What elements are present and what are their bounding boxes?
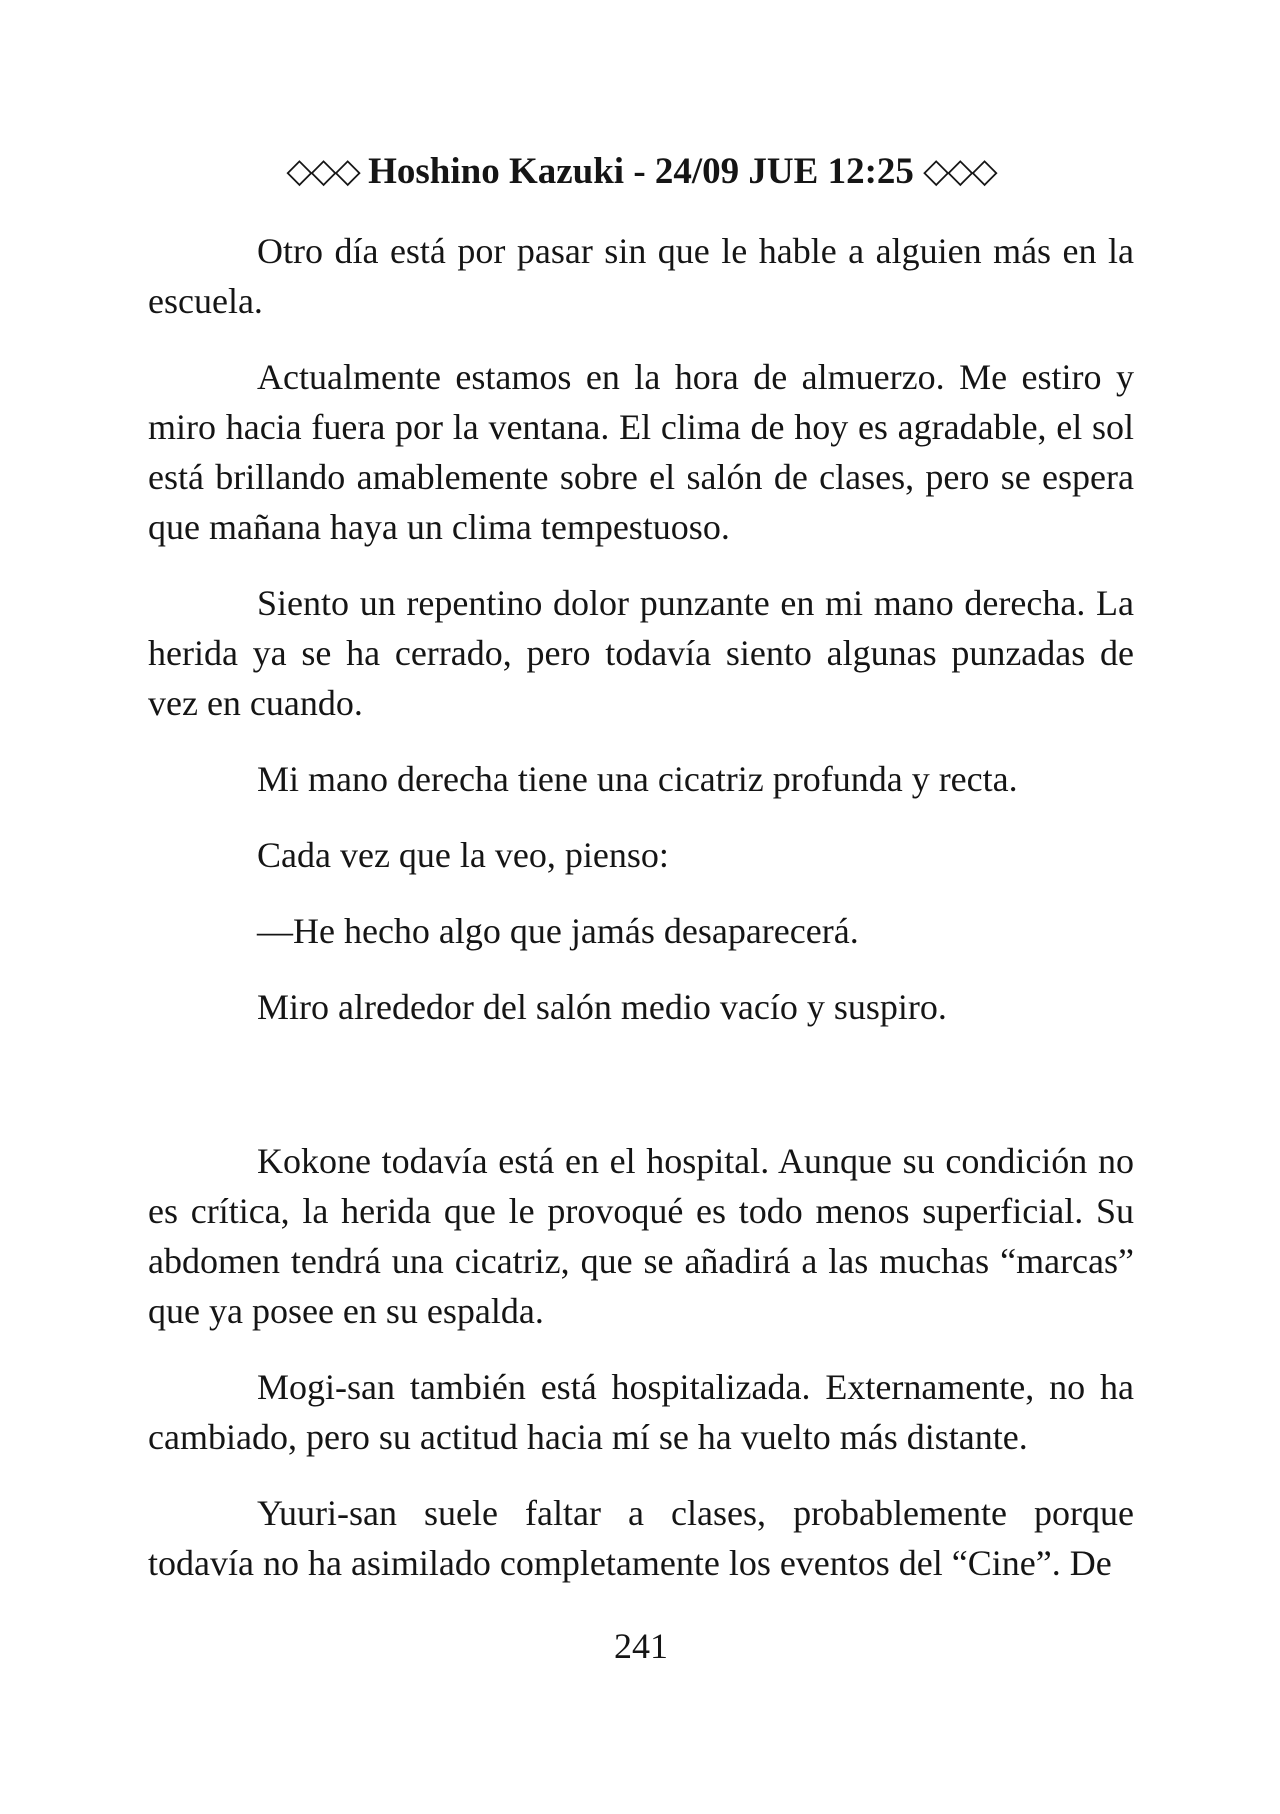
body-text: [148, 226, 1134, 1614]
paragraph: Kokone todavía está en el hospital. Aunque su condición no es crítica, la herida que le provoqué es todo menos superficial. Su abdomen tendrá una cicatriz, que se añadirá a las muchas “marcas” que ya posee en su espalda.: [148, 1141, 1134, 1331]
paragraph: Miro alrededor del salón medio vacío y suspiro.: [257, 987, 947, 1027]
diamond-ornament-left: ◇◇◇: [286, 153, 359, 190]
paragraph: Siento un repentino dolor punzante en mi mano derecha. La herida ya se ha cerrado, pero todavía siento algunas punzadas de vez en cuando.: [148, 583, 1134, 723]
paragraph: Yuuri-san suele faltar a clases, probablemente porque todavía no ha asimilado completamente los eventos del “Cine”. De: [148, 1493, 1134, 1583]
paragraph: Mogi-san también está hospitalizada. Externamente, no ha cambiado, pero su actitud hacia mí se ha vuelto más distante.: [148, 1367, 1134, 1457]
paragraph: Otro día está por pasar sin que le hable a alguien más en la escuela.: [148, 231, 1134, 321]
book-page: [148, 0, 1134, 1814]
paragraph: —He hecho algo que jamás desaparecerá.: [257, 911, 859, 951]
chapter-heading: [148, 148, 1134, 196]
paragraph: Cada vez que la veo, pienso:: [257, 835, 669, 875]
diamond-ornament-right: ◇◇◇: [923, 153, 996, 190]
paragraph: Actualmente estamos en la hora de almuerzo. Me estiro y miro hacia fuera por la ventana. El clima de hoy es agradable, el sol está brillando amablemente sobre el salón de clases, pero se espera que mañana haya un clima tempestuoso.: [148, 357, 1134, 547]
heading-title: Hoshino Kazuki - 24/09 JUE 12:25: [368, 151, 914, 192]
paragraph: Mi mano derecha tiene una cicatriz profunda y recta.: [257, 759, 1018, 799]
page-number: 241: [614, 1626, 668, 1666]
